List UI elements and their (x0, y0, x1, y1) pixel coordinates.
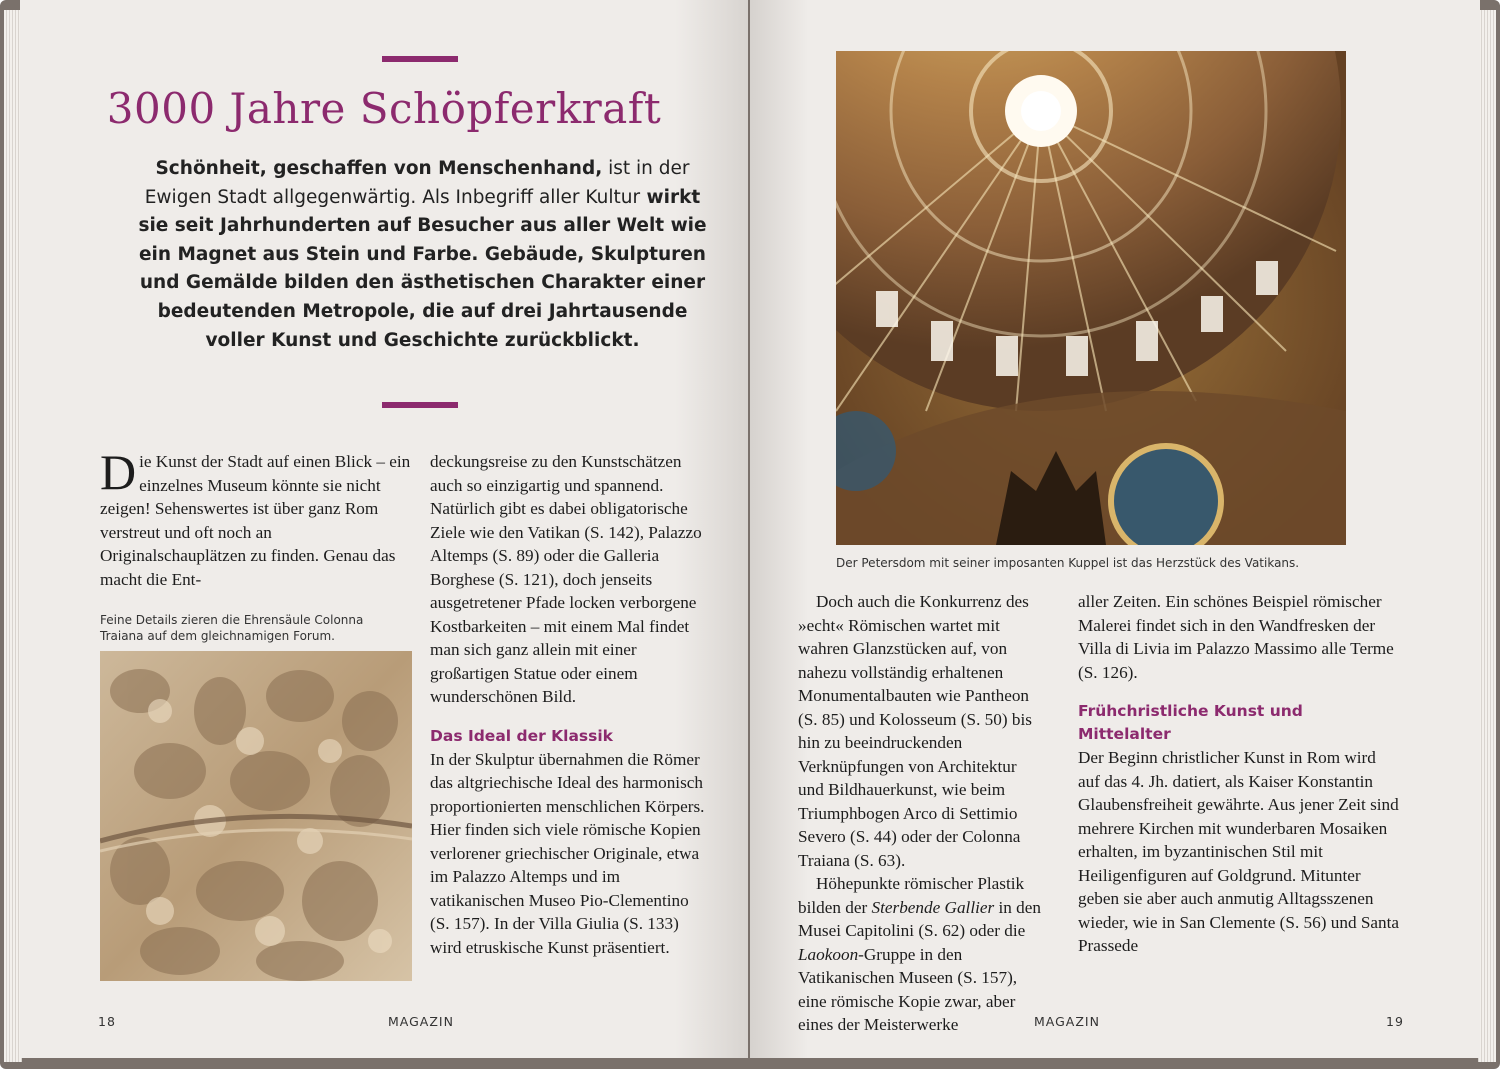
p2-em-gallier: Sterbende Gallier (871, 897, 995, 917)
right-col2-p2: Der Beginn christlicher Kunst in Rom wird auf das 4. Jh. datiert, als Kaiser Konstantin Glaubensfreiheit gewährte. Aus jener Zeit sind mehrere Kirchen mit wunderbaren Mosaiken erhalten, im byzantinischen Stil mit Heiligenfiguren auf Goldgrund. Mitunter geben sie aber auch anmutig Alltagsszenen wieder, wie in San Clemente (S. 56) und Santa Prassede (1078, 748, 1400, 955)
page-number-left: 18 (98, 1014, 116, 1029)
p2-part-b: in den Musei Capitolini (S. 62) oder die (798, 897, 1041, 940)
p2-part-a: Höhepunkte römischer Plastik bilden der (798, 874, 1025, 917)
subhead-early-christian: Frühchristliche Kunst und Mittelalter (1078, 702, 1303, 743)
page-number-right: 19 (1386, 1014, 1404, 1029)
section-label-left: MAGAZIN (388, 1014, 454, 1029)
p2-em-laokoon: Laokoon (798, 944, 859, 964)
left-column-1 (100, 444, 412, 591)
page-edges-right (1478, 10, 1496, 1062)
right-col2-p1: aller Zeiten. Ein schönes Beispiel römischer Malerei findet sich in den Wandfresken der Villa di Livia im Palazzo Massimo alle Terme (S. 126). (1078, 592, 1394, 682)
intro-part-1: Schönheit, geschaffen von Menschenhand, (155, 158, 603, 179)
p2-part-c: -Gruppe in den Vatikanischen Museen (S. 157), eine römische Kopie zwar, aber eines der Meisterwerke (798, 944, 1018, 1034)
right-column-1 (798, 590, 1045, 1037)
trajan-photo-caption: Feine Details zieren die Ehrensäule Colonna Traiana auf dem gleichnamigen Forum. (100, 613, 364, 643)
right-col1-p1: Doch auch die Konkurrenz des »echt« Römischen wartet mit wahren Glanzstücken auf, von nahezu vollständig erhaltenen Monumentalbauten wie Pantheon (S. 85) und Kolosseum (S. 50) bis hin zu beeindruckenden Verknüpfungen von Architektur und Bildhauerkunst, wie beim Triumphbogen Arco di Settimio Severo (S. 44) oder der Colonna Traiana (S. 63). (798, 592, 1032, 870)
col2-text-b: In der Skulptur übernahmen die Römer das altgriechische Ideal des harmonisch proportionierten menschlichen Körpers. Hier finden sich viele römische Kopien verlorener griechischer Originale, etwa im Palazzo Altemps und im vatikanischen Museo Pio-Clementino (S. 157). In der Villa Giulia (S. 133) wird etruskische Kunst präsentiert. (430, 749, 705, 957)
trajan-column-photo (100, 651, 412, 981)
intro-paragraph (130, 155, 715, 355)
right-page (750, 0, 1480, 1058)
subhead-classic: Das Ideal der Klassik (430, 726, 613, 745)
intro-part-2: ist in der Ewigen Stadt allgegenwärtig. Als Inbegriff (144, 158, 690, 208)
col2-text: deckungsreise zu den Kunstschätzen auch so einzigartig und spannend. Natürlich gibt es dabei obligatorische Ziele wie den Vatikan (S. 142), Palazzo Altemps (S. 89) oder die Galleria Borghese (S. 121), doch jenseits ausgetretener Pfade locken verborgene Kostbarkeiten – mit einem Mal findet man sich ganz allein mit einer großartigen Statue oder einem wunderschönen Bild. (430, 452, 702, 706)
drop-cap: D (100, 444, 137, 500)
left-column-2 (430, 450, 712, 959)
intro-part-4: wirkt sie seit Jahrhunderten auf Besucher aus aller Welt wie ein Magnet aus Stein und Farbe. Gebäude, Skulpturen und Gemälde bilden den ästhetischen Charakter einer bedeutenden Metropole, die auf drei Jahrtausende voller Kunst und Geschichte zurückblickt. (138, 186, 707, 351)
right-col1-p2 (798, 872, 1045, 1037)
page-title: 3000 Jahre Schöpferkraft (106, 84, 662, 133)
left-page (20, 0, 748, 1058)
intro-part-3: aller Kultur (538, 186, 641, 208)
title-rule-bottom (382, 402, 458, 408)
section-label-right: MAGAZIN (1034, 1014, 1100, 1029)
st-peters-dome-photo (836, 51, 1346, 545)
dome-photo-caption: Der Petersdom mit seiner imposanten Kuppel ist das Herzstück des Vatikans. (836, 556, 1300, 570)
col1-text: ie Kunst der Stadt auf einen Blick – ein einzelnes Museum könnte sie nicht zeigen! Sehenswertes ist über ganz Rom verstreut und oft noch an Originalschauplätzen zu finden. Genau das macht die Ent- (100, 452, 411, 589)
title-rule-top (382, 56, 458, 62)
right-column-2 (1078, 590, 1400, 958)
